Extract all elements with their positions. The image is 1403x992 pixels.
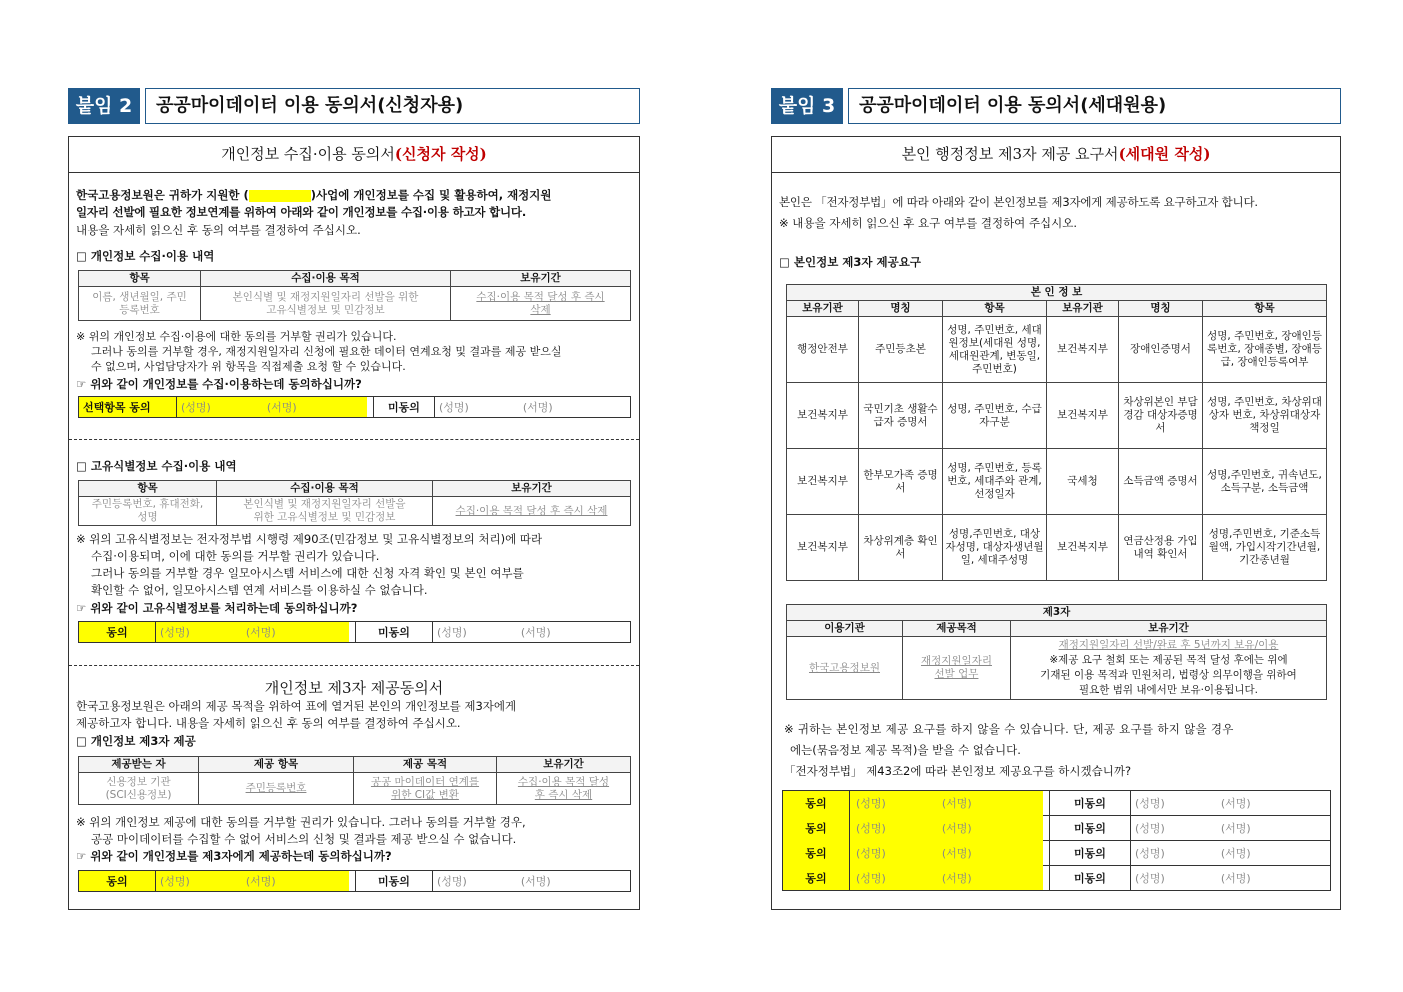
disagree-sign-field[interactable] [1131,815,1330,840]
section-personal-info: □ 개인정보 수집·이용 내역 [76,249,215,263]
t3-c1b: (SCI신용정보) [105,788,172,801]
disagree-label: 미동의 [373,397,435,417]
t1-cell-period [451,287,631,321]
agree-label: 동의 [79,871,155,891]
frame-title-red: (세대원 작성) [1118,145,1211,163]
right-intro-2: ※ 내용을 자세히 읽으신 후 요구 여부를 결정하여 주십시오. [779,216,1078,230]
disagree-name-label: (성명) [437,626,467,639]
right-note-2: 에는(묶음정보 제공 목적)을 받을 수 없습니다. [790,743,1021,757]
third-intro-1: 한국고용정보원은 아래의 제공 목적을 위하여 표에 열거된 본인의 개인정보를 제3자에게 [76,699,517,713]
agree-sign-label: (서명) [245,875,276,888]
unique-id-table [78,480,631,526]
disagree-sign-label: (서명) [522,401,553,414]
disagree-name-label: (성명) [437,875,467,888]
disagree-label: 미동의 [355,871,433,891]
right-header [771,88,1341,124]
frame-title-text: 본인 행정정보 제3자 제공 요구서 [901,145,1119,163]
t2-c2a: 본인식별 및 재정지원일자리 선발을 [243,498,406,510]
info-cell: 성명,주민번호, 기준소득월액, 가입시작기간년월, 기간종년월 [1203,515,1327,581]
household-consent-row [782,840,1331,866]
t1-c2a: 본인식별 및 재정지원일자리 선발을 위한 [232,290,419,303]
left-header-title: 공공마이데이터 이용 동의서(신청자용) [145,88,640,124]
disagree-name-label: (성명) [1135,846,1165,860]
agree-sign-label: (서명) [941,797,972,810]
info-cell: 국세청 [1047,449,1119,515]
info-cell: 보건복지부 [787,449,859,515]
t3-cell-items: 주민등록번호 [199,773,354,805]
household-consent-row [782,865,1331,891]
note3-line1: ※ 위의 개인정보 제공에 대한 동의를 거부할 권리가 있습니다. 그러나 동의를 거부할 경우, [76,815,526,829]
right-badge: 붙임 3 [771,88,843,124]
disagree-name-label: (성명) [439,401,469,414]
info-cell: 성명, 주민번호, 수급자구분 [943,383,1047,449]
intro-1b: )사업에 개인정보를 수집 및 활용하여, 재정지원 [310,188,552,202]
t1-header-item: 항목 [79,271,201,287]
agree-label: 동의 [783,815,849,840]
info-cell: 주민등초본 [859,317,943,383]
disagree-name-label: (성명) [1135,797,1165,810]
t3-cell-receiver [79,773,199,805]
agree-name-label: (성명) [856,821,886,835]
tp-cell-period [1011,637,1327,700]
info-h-org2: 보유기관 [1047,301,1119,317]
info-cell: 성명, 주민번호, 등록번호, 세대주와 관계, 선정일자 [943,449,1047,515]
t3-header-period: 보유기간 [497,757,631,773]
table-row [787,317,1327,383]
t2-c2b: 위한 고유식별정보 및 민감정보 [253,511,396,523]
t2-cell-item [79,497,217,526]
tp-h-period: 보유기간 [1011,621,1327,637]
info-h-org1: 보유기관 [787,301,859,317]
t1-c3b: 삭제 [530,303,551,316]
disagree-sign-field[interactable] [1131,865,1330,890]
info-cell: 성명, 주민번호, 장애인등록번호, 장애종별, 장애등급, 장애인등록여부 [1203,317,1327,383]
t2-header-period: 보유기간 [433,481,631,497]
optional-agree-label: 선택항목 동의 [79,397,177,417]
personal-info-table [78,270,631,321]
third-intro-2: 제공하고자 합니다. 내용을 자세히 읽으신 후 동의 여부를 결정하여 주십시오. [76,716,461,730]
agree-name-label: (성명) [856,797,886,810]
info-cell: 성명, 주민번호, 세대원정보(세대원 성명, 세대원관계, 변동일,주민번호) [943,317,1047,383]
t1-cell-item [79,287,201,321]
t2-cell-period: 수집·이용 목적 달성 후 즉시 삭제 [433,497,631,526]
frame-title-text: 개인정보 수집·이용 동의서 [221,145,395,163]
agree-sign-field[interactable] [849,815,1043,840]
agree-sign-label: (서명) [941,846,972,860]
agree-sign-field[interactable] [177,397,367,417]
t2-header-purpose: 수집·이용 목적 [217,481,433,497]
disagree-label: 미동의 [355,622,433,642]
note3-line2: 공공 마이데이터를 수집할 수 없어 서비스의 신청 및 결과를 제공 받으실 수 없습니다. [91,832,517,846]
info-cell: 보건복지부 [787,383,859,449]
disagree-sign-label: (서명) [1220,821,1251,835]
tp-period-1: 재정지원일자리 선발/완료 후 5년까지 보유/이용 [1058,639,1279,651]
note1-line3: 수 없으며, 사업담당자가 위 항목을 직접제출 요청 할 수 있습니다. [91,360,406,373]
info-h-items2: 항목 [1203,301,1327,317]
section-third-party: □ 개인정보 제3자 제공 [76,734,196,748]
t2-c1a: 주민등록번호, 휴대전화, [91,498,204,510]
table-row [787,449,1327,515]
t2-cell-purpose [217,497,433,526]
question1: ☞ 위와 같이 개인정보를 수집·이용하는데 동의하십니까? [76,377,362,391]
right-note-3: 「전자정부법」 제43조2에 따라 본인정보 제공요구를 하시겠습니까? [784,764,1132,778]
info-h-items1: 항목 [943,301,1047,317]
t1-c1b: 등록번호 [119,303,160,316]
info-cell: 성명, 주민번호, 차상위대상자 번호, 차상위대상자 책정일 [1203,383,1327,449]
agree-sign-field[interactable] [849,791,1043,815]
tp-period-4: 필요한 범위 내에서만 보유·이용됩니다. [1079,684,1258,696]
disagree-label: 미동의 [1049,865,1131,890]
t1-header-purpose: 수집·이용 목적 [201,271,451,287]
right-form-frame [771,136,1341,910]
left-form-frame [68,136,640,910]
info-cell: 차상위계층 확인서 [859,515,943,581]
tp-period-2: ※제공 요구 철회 또는 제공된 목적 달성 후에는 위에 [1049,654,1288,666]
table-row [787,515,1327,581]
agree-label: 동의 [783,840,849,865]
agree-label: 동의 [79,622,155,642]
info-cell: 성명,주민번호, 귀속년도, 소득구분, 소득금액 [1203,449,1327,515]
info-cell: 장애인증명서 [1119,317,1203,383]
tp-purpose-b: 선발 업무 [934,668,979,680]
tp-purpose-a: 재정지원일자리 [920,655,992,667]
tp-cell-purpose [903,637,1011,700]
disagree-sign-field[interactable] [433,871,630,891]
consent-row-2 [78,621,631,643]
info-cell: 한부모가족 증명서 [859,449,943,515]
disagree-sign-label: (서명) [1220,797,1251,810]
disagree-sign-label: (서명) [520,626,551,639]
intro-1a: 한국고용정보원은 귀하가 지원한 ( [76,188,249,202]
section-unique-id: □ 고유식별정보 수집·이용 내역 [76,459,237,473]
t3-c3a: 공공 마이데이터 연계를 [370,775,480,788]
t1-c3a: 수집·이용 목적 달성 후 즉시 [476,290,605,303]
t3-cell-purpose [354,773,497,805]
info-cell: 보건복지부 [1047,383,1119,449]
disagree-sign-field[interactable] [1131,840,1330,865]
info-cell: 보건복지부 [1047,515,1119,581]
tp-title: 제3자 [787,605,1327,621]
disagree-sign-label: (서명) [1220,871,1251,885]
intro-line-2: 일자리 선발에 필요한 정보연계를 위하여 아래와 같이 개인정보를 수집·이용 하고자 합니다. [76,205,527,219]
question2: ☞ 위와 같이 고유식별정보를 처리하는데 동의하십니까? [76,601,358,615]
left-frame-title [69,137,639,173]
right-intro-1: 본인은 「전자정부법」에 따라 아래와 같이 본인정보를 제3자에게 제공하도록 요구하고자 합니다. [779,195,1258,209]
right-page [771,0,1341,992]
t3-c4a: 수집·이용 목적 달성 [517,775,610,788]
frame-title-red: (신청자 작성) [394,145,487,163]
consent-row-1 [78,396,631,418]
third-party-table [786,604,1327,700]
t1-cell-purpose [201,287,451,321]
disagree-label: 미동의 [1049,815,1131,840]
disagree-label: 미동의 [1049,791,1131,815]
question3: ☞ 위와 같이 개인정보를 제3자에게 제공하는데 동의하십니까? [76,849,392,863]
right-header-title: 공공마이데이터 이용 동의서(세대원용) [848,88,1341,124]
disagree-sign-label: (서명) [1220,846,1251,860]
tp-cell-org: 한국고용정보원 [787,637,903,700]
left-header [68,88,640,124]
note1-line2: 그러나 동의를 거부할 경우, 재정지원일자리 신청에 필요한 데이터 연계요청 및 결과를 제공 받으실 [91,345,562,358]
disagree-sign-field[interactable] [1131,791,1330,815]
info-cell: 연금산정용 가입내역 확인서 [1119,515,1203,581]
agree-sign-field[interactable] [155,622,349,642]
info-cell: 소득금액 증명서 [1119,449,1203,515]
disagree-sign-field[interactable] [435,397,630,417]
agree-sign-field[interactable] [849,840,1043,865]
agree-sign-field[interactable] [155,871,349,891]
t3-cell-period [497,773,631,805]
agree-sign-label: (서명) [941,871,972,885]
note2-line4: 확인할 수 없어, 일모아시스템 연계 서비스를 이용하실 수 없습니다. [91,583,428,597]
household-consent-row [782,790,1331,816]
third-party-table [78,756,631,805]
agree-sign-label: (서명) [266,401,297,414]
t3-c4b: 후 즉시 삭제 [534,788,593,801]
note2-line2: 수집·이용되며, 이에 대한 동의를 거부할 권리가 있습니다. [91,549,380,563]
t2-c1b: 성명 [137,511,158,523]
business-blank-field[interactable] [249,190,311,202]
info-h-name1: 명칭 [859,301,943,317]
info-cell: 성명,주민번호, 대상자성명, 대상자생년월일, 세대주성명 [943,515,1047,581]
right-frame-title [772,137,1340,173]
note1-line1: ※ 위의 개인정보 수집·이용에 대한 동의를 거부할 권리가 있습니다. [76,330,397,343]
info-cell: 보건복지부 [1047,317,1119,383]
section-self-info: □ 본인정보 제3자 제공요구 [779,255,921,269]
agree-sign-field[interactable] [849,865,1043,890]
tp-period-3: 기재된 이용 목적과 민원처리, 법령상 의무이행을 위하여 [1040,669,1297,681]
tp-h-purpose: 제공목적 [903,621,1011,637]
info-cell: 보건복지부 [787,515,859,581]
note2-line3: 그러나 동의를 거부할 경우 일모아시스템 서비스에 대한 신청 자격 확인 및 본인 여부를 [91,566,524,580]
agree-name-label: (성명) [160,875,190,888]
consent-row-3 [78,870,631,892]
t3-header-receiver: 제공받는 자 [79,757,199,773]
t2-header-item: 항목 [79,481,217,497]
intro-line-1 [76,187,636,204]
info-cell: 차상위본인 부담경감 대상자증명서 [1119,383,1203,449]
disagree-name-label: (성명) [1135,821,1165,835]
agree-sign-label: (서명) [245,626,276,639]
disagree-name-label: (성명) [1135,871,1165,885]
agree-name-label: (성명) [181,401,211,414]
disagree-label: 미동의 [1049,840,1131,865]
t3-c3b: 위한 CI값 변환 [391,788,459,801]
info-cell: 국민기초 생활수급자 증명서 [859,383,943,449]
household-consent-row [782,815,1331,841]
intro-line-3: 내용을 자세히 읽으신 후 동의 여부를 결정하여 주십시오. [76,223,361,237]
t3-c1a: 신용정보 기관 [106,775,171,788]
agree-label: 동의 [783,865,849,890]
divider-1 [69,439,639,440]
disagree-sign-field[interactable] [433,622,630,642]
note2-line1: ※ 위의 고유식별정보는 전자정부법 시행령 제90조(민감정보 및 고유식별정보의 처리)에 따라 [76,532,543,546]
t3-header-items: 제공 항목 [199,757,354,773]
self-info-table [786,284,1327,581]
t1-c2b: 고유식별정보 및 민감정보 [266,303,385,316]
disagree-sign-label: (서명) [520,875,551,888]
agree-name-label: (성명) [856,871,886,885]
left-page [68,0,640,992]
left-badge: 붙임 2 [68,88,140,124]
agree-name-label: (성명) [160,626,190,639]
agree-label: 동의 [783,791,849,815]
agree-name-label: (성명) [856,846,886,860]
table-row [787,383,1327,449]
t3-header-purpose: 제공 목적 [354,757,497,773]
divider-2 [69,665,639,666]
agree-sign-label: (서명) [941,821,972,835]
tp-h-org: 이용기관 [787,621,903,637]
right-note-1: ※ 귀하는 본인정보 제공 요구를 하지 않을 수 있습니다. 단, 제공 요구를 하지 않을 경우 [784,722,1234,736]
info-title: 본 인 정 보 [787,285,1327,301]
info-cell: 행정안전부 [787,317,859,383]
third-party-title: 개인정보 제3자 제공동의서 [264,679,444,697]
t1-c1a: 이름, 생년월일, 주민 [92,290,187,303]
t1-header-period: 보유기간 [451,271,631,287]
info-h-name2: 명칭 [1119,301,1203,317]
